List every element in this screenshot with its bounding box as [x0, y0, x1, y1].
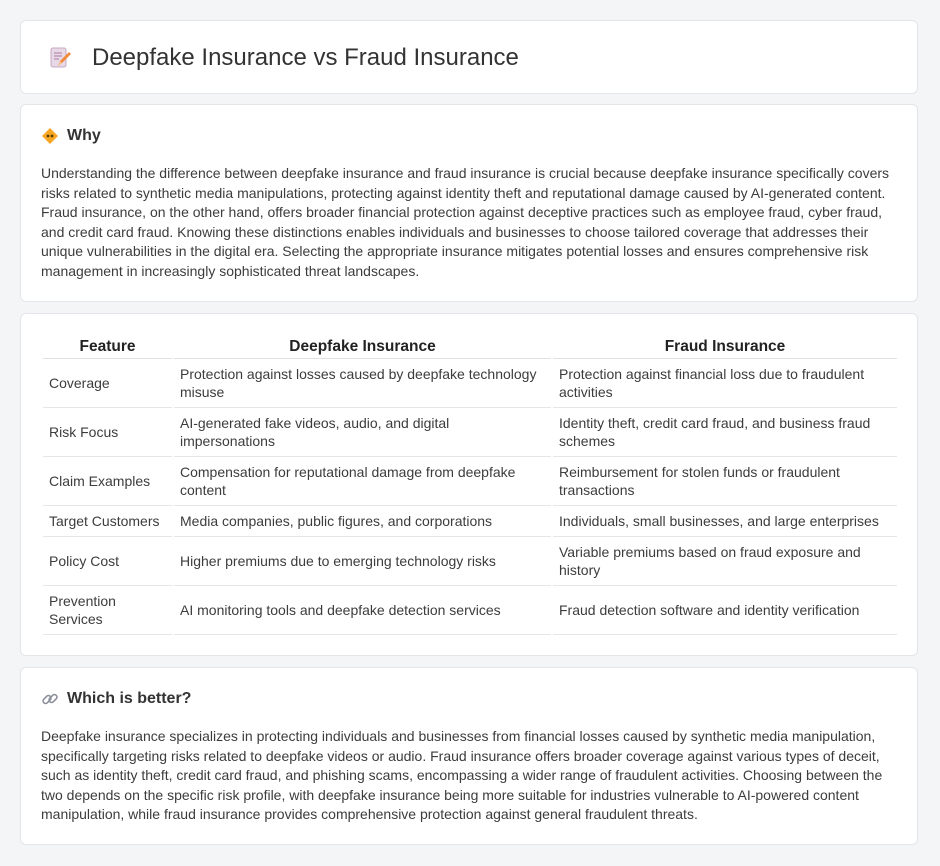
why-section — [20, 104, 918, 302]
which-is-better-section — [20, 667, 918, 845]
better-heading — [41, 689, 191, 709]
table-row — [43, 586, 897, 635]
row-fraud-cell: Fraud detection software and identity verification — [553, 586, 897, 635]
row-deepfake-cell: Higher premiums due to emerging technology risks — [174, 537, 551, 586]
row-deepfake-cell: Compensation for reputational damage from deepfake content — [174, 457, 551, 506]
why-text: Understanding the difference between deepfake insurance and fraud insurance is crucial because deepfake insurance specifically covers risks related to synthetic media manipulations, protecting against identity theft and reputational damage caused by AI-generated content. Fraud insurance, on the other hand, offers broader financial protection against deceptive practices such as employee fraud, cyber fraud, and credit card fraud. Knowing these distinctions enables individuals and businesses to choose tailored coverage that addresses their unique vulnerabilities in the digital era. Selecting the appropriate insurance mitigates potential losses and ensures comprehensive risk management in increasingly sophisticated threat landscapes. — [41, 165, 890, 279]
table-row — [43, 506, 897, 537]
row-fraud-cell: Variable premiums based on fraud exposure and history — [553, 537, 897, 586]
row-feature-cell: Policy Cost — [43, 537, 172, 586]
row-fraud-cell: Identity theft, credit card fraud, and business fraud schemes — [553, 408, 897, 457]
row-feature-cell: Target Customers — [43, 506, 172, 537]
row-feature-cell: Risk Focus — [43, 408, 172, 457]
table-row — [43, 457, 897, 506]
table-header-row — [43, 334, 897, 359]
page-title: Deepfake Insurance vs Fraud Insurance — [92, 44, 519, 71]
row-fraud-cell: Individuals, small businesses, and large enterprises — [553, 506, 897, 537]
better-heading-label: Which is better? — [67, 690, 192, 707]
comparison-table — [41, 334, 899, 635]
lightbulb-icon — [41, 127, 59, 145]
table-row — [43, 408, 897, 457]
why-heading-label: Why — [67, 127, 101, 144]
row-fraud-cell: Protection against financial loss due to fraudulent activities — [553, 359, 897, 408]
table-row — [43, 537, 897, 586]
row-deepfake-cell: Protection against losses caused by deepfake technology misuse — [174, 359, 551, 408]
row-deepfake-cell: AI monitoring tools and deepfake detection services — [174, 586, 551, 635]
link-icon — [41, 690, 59, 708]
why-heading — [41, 126, 101, 146]
row-deepfake-cell: Media companies, public figures, and corporations — [174, 506, 551, 537]
column-header-fraud: Fraud Insurance — [553, 334, 897, 359]
better-text: Deepfake insurance specializes in protecting individuals and businesses from financial losses caused by synthetic media manipulation, specifically targeting risks related to deepfake videos or audio. Fraud insurance offers broader coverage against various types of deceit, such as identity theft, credit card fraud, and phishing scams, encompassing a wider range of fraudulent activities. Choosing between the two depends on the specific risk profile, with deepfake insurance being more suitable for industries vulnerable to AI-powered content manipulation, while fraud insurance provides comprehensive protection against general fraudulent threats. — [41, 728, 883, 822]
table-row — [43, 359, 897, 408]
column-header-feature: Feature — [43, 334, 172, 359]
row-feature-cell: Claim Examples — [43, 457, 172, 506]
row-deepfake-cell: AI-generated fake videos, audio, and digital impersonations — [174, 408, 551, 457]
comparison-table-card — [20, 313, 918, 656]
document-pencil-icon — [47, 45, 73, 71]
row-feature-cell: Coverage — [43, 359, 172, 408]
column-header-deepfake: Deepfake Insurance — [174, 334, 551, 359]
row-feature-cell: Prevention Services — [43, 586, 172, 635]
header-card — [20, 20, 918, 94]
row-fraud-cell: Reimbursement for stolen funds or fraudulent transactions — [553, 457, 897, 506]
